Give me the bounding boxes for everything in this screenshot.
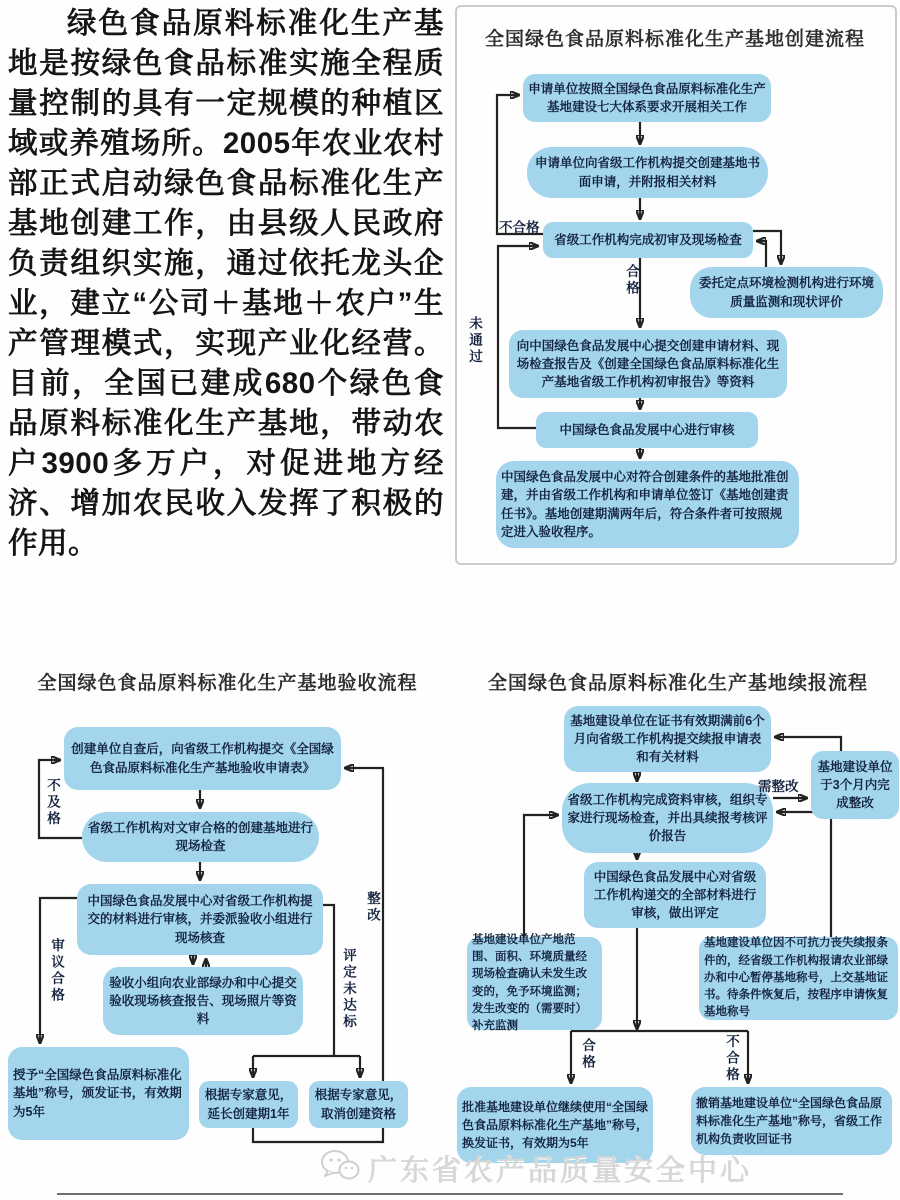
creation-step-env-monitor: 委托定点环境检测机构进行环境质量监测和现状评价: [690, 267, 883, 318]
creation-step-approve: 中国绿色食品发展中心对符合创建条件的基地批准创建，并由省级工作机构和申请单位签订《基地创建责任书》。基地创建期满两年后，符合条件者可按照规定进入验收程序。: [496, 461, 799, 548]
renewal-note-env: 基地建设单位产地范围、面积、环境质量经现场检查确认未发生改变的，免予环境监测；发生改变的（需要时）补充监测: [467, 937, 602, 1030]
wechat-icon: [320, 1149, 360, 1188]
creation-label-pass: 合格: [624, 264, 639, 297]
renewal-step-approve: 批准基地建设单位继续使用“全国绿色食品原料标准化生产基地”称号，换发证书，有效期为5年: [457, 1087, 653, 1163]
renewal-step-submit: 基地建设单位在证书有效期满前6个月向省级工作机构提交续报申请表和有关材料: [564, 706, 771, 772]
creation-label-not-passed: 未通过: [467, 316, 482, 366]
watermark-text: 广东省农产品质量安全中心: [368, 1155, 753, 1187]
renewal-step-center-review: 中国绿色食品发展中心对省级工作机构递交的全部材料进行审核，做出评定: [584, 862, 766, 928]
acceptance-flow-title: 全国绿色食品原料标准化生产基地验收流程: [37, 673, 418, 694]
creation-flow-title: 全国绿色食品原料标准化生产基地创建流程: [484, 29, 865, 50]
bottom-divider: [57, 1193, 843, 1195]
renewal-step-revoke: 撤销基地建设单位“全国绿色食品原料标准化生产基地”称号，省级工作机构负责收回证书: [691, 1087, 892, 1155]
acceptance-label-review-pass: 审议合格: [49, 938, 64, 1004]
acceptance-step-center-review: 中国绿色食品发展中心对省级工作机构提交的材料进行审核，并委派验收小组进行现场核查: [77, 884, 323, 955]
renewal-step-provincial-review: 省级工作机构完成资料审核，组织专家进行现场检查，并出具续报考核评价报告: [562, 783, 773, 853]
acceptance-label-rectify: 整改: [365, 891, 380, 924]
acceptance-step-self-check: 创建单位自查后，向省级工作机构提交《全国绿色食品原料标准化生产基地验收申请表》: [64, 727, 341, 790]
acceptance-step-cancel: 根据专家意见，取消创建资格: [309, 1081, 408, 1128]
creation-step-submit-application: 申请单位向省级工作机构提交创建基地书面申请，并附报相关材料: [527, 147, 768, 198]
acceptance-step-site-check: 省级工作机构对文审合格的创建基地进行现场检查: [82, 812, 319, 862]
creation-label-fail: 不合格: [499, 220, 540, 235]
renewal-label-pass: 合格: [580, 1038, 595, 1071]
acceptance-label-fail: 不及格: [45, 778, 60, 828]
renewal-note-force-majeure: 基地建设单位因不可抗力丧失续报条件的，经省级工作机构报请农业部绿办和中心暂停基地称号，上交基地证书。待条件恢复后，按程序申请恢复基地称号: [699, 937, 898, 1020]
renewal-flow-title: 全国绿色食品原料标准化生产基地续报流程: [487, 673, 868, 694]
acceptance-step-extend: 根据专家意见，延长创建期1年: [199, 1081, 298, 1128]
acceptance-step-report: 验收小组向农业部绿办和中心提交验收现场核查报告、现场照片等资料: [103, 967, 303, 1035]
acceptance-step-award: 授予“全国绿色食品原料标准化基地”称号，颁发证书，有效期为5年: [8, 1047, 189, 1140]
creation-step-center-review: 中国绿色食品发展中心进行审核: [536, 412, 758, 448]
creation-step-submit-center: 向中国绿色食品发展中心提交创建申请材料、现场检查报告及《创建全国绿色食品原料标准化生产基地省级工作机构初审报告》等资料: [509, 330, 787, 398]
acceptance-label-not-meet: 评定未达标: [341, 948, 356, 1031]
intro-paragraph: 绿色食品原料标准化生产基地是按绿色食品标准实施全程质量控制的具有一定规模的种植区域或养殖场所。2005年农业农村部正式启动绿色食品标准化生产基地创建工作，由县级人民政府负责组织实施，通过依托龙头企业，建立“公司＋基地＋农户”生产管理模式，实现产业化经营。目前，全国已建成680个绿色食品原料标准化生产基地，带动农户3900多万户，对促进地方经济、增加农民收入发挥了积极的作用。: [8, 7, 444, 560]
creation-step-apply-work: 申请单位按照全国绿色食品原料标准化生产基地建设七大体系要求开展相关工作: [523, 74, 771, 122]
footer-watermark: [320, 1148, 752, 1189]
renewal-label-need-rectify: 需整改: [758, 779, 799, 794]
renewal-step-rectify-side: 基地建设单位于3个月内完成整改: [811, 751, 899, 819]
renewal-label-fail: 不合格: [724, 1034, 739, 1084]
creation-step-provincial-review: 省级工作机构完成初审及现场检查: [543, 222, 753, 258]
